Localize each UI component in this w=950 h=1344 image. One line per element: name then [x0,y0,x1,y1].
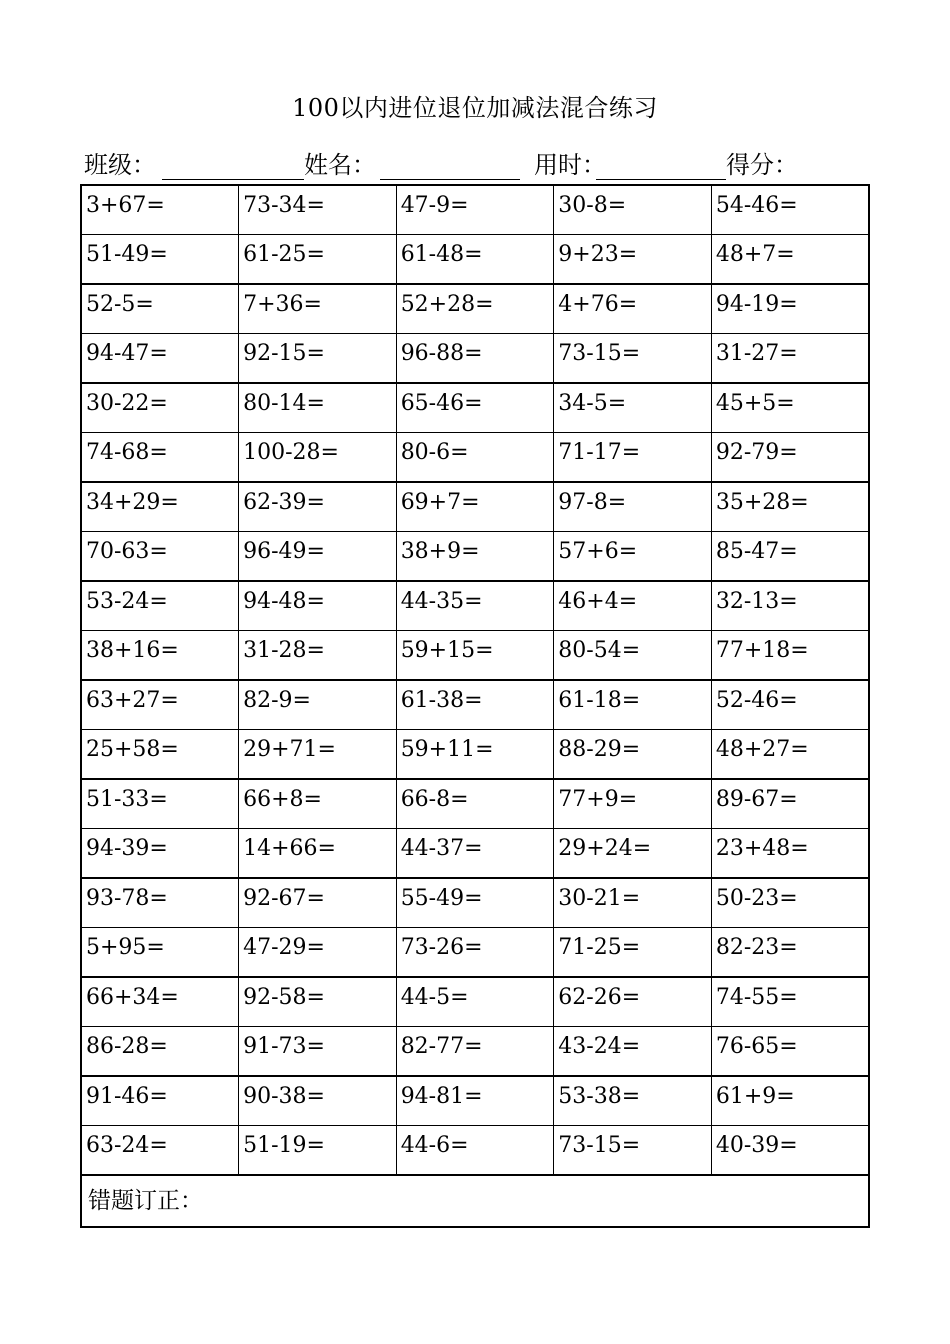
problem-cell[interactable]: 92-58= [239,977,397,1027]
problem-cell[interactable]: 73-15= [554,1126,712,1176]
problem-cell[interactable]: 66+34= [81,977,239,1027]
problem-cell[interactable]: 40-39= [711,1126,869,1176]
problem-table [80,184,870,1228]
problem-cell[interactable]: 61+9= [711,1076,869,1126]
problem-cell[interactable]: 35+28= [711,482,869,532]
correction-cell[interactable] [81,1175,869,1227]
problem-cell[interactable]: 38+16= [81,631,239,681]
problem-cell[interactable]: 77+18= [711,631,869,681]
problem-row [81,829,869,879]
problem-cell[interactable]: 44-35= [396,581,554,631]
problem-cell[interactable]: 73-34= [239,185,397,235]
problem-row [81,1126,869,1176]
problem-row [81,1076,869,1126]
problem-cell[interactable]: 4+76= [554,284,712,334]
problem-cell[interactable]: 89-67= [711,779,869,829]
problem-cell[interactable]: 59+15= [396,631,554,681]
problem-cell[interactable]: 70-63= [81,532,239,582]
problem-cell[interactable]: 32-13= [711,581,869,631]
problem-cell[interactable]: 86-28= [81,1027,239,1077]
problem-table-body [81,185,869,1175]
problem-cell[interactable]: 59+11= [396,730,554,780]
problem-cell[interactable]: 48+27= [711,730,869,780]
problem-cell[interactable]: 61-25= [239,235,397,285]
correction-label: 错题订正： [88,1188,203,1214]
problem-cell[interactable]: 63+27= [81,680,239,730]
time-blank-line[interactable] [596,179,726,180]
problem-cell[interactable]: 53-24= [81,581,239,631]
problem-cell[interactable]: 53-38= [554,1076,712,1126]
problem-cell[interactable]: 57+6= [554,532,712,582]
problem-cell[interactable]: 31-27= [711,334,869,384]
problem-cell[interactable]: 97-8= [554,482,712,532]
time-label: 用时： [534,151,606,179]
problem-cell[interactable]: 3+67= [81,185,239,235]
problem-row [81,779,869,829]
problem-row [81,878,869,928]
problem-cell[interactable]: 51-19= [239,1126,397,1176]
problem-cell[interactable]: 43-24= [554,1027,712,1077]
problem-cell[interactable]: 34-5= [554,383,712,433]
problem-cell[interactable]: 65-46= [396,383,554,433]
problem-cell[interactable]: 92-79= [711,433,869,483]
correction-row [81,1175,869,1227]
problem-cell[interactable]: 80-14= [239,383,397,433]
problem-cell[interactable]: 100-28= [239,433,397,483]
problem-cell[interactable]: 61-18= [554,680,712,730]
problem-cell[interactable]: 54-46= [711,185,869,235]
problem-cell[interactable]: 96-88= [396,334,554,384]
problem-cell[interactable]: 94-48= [239,581,397,631]
problem-cell[interactable]: 5+95= [81,928,239,978]
problem-row [81,532,869,582]
problem-row [81,680,869,730]
problem-cell[interactable]: 94-47= [81,334,239,384]
problem-cell[interactable]: 52-5= [81,284,239,334]
problem-cell[interactable]: 30-22= [81,383,239,433]
problem-cell[interactable]: 38+9= [396,532,554,582]
problem-row [81,482,869,532]
problem-cell[interactable]: 82-9= [239,680,397,730]
problem-cell[interactable]: 92-67= [239,878,397,928]
problem-cell[interactable]: 50-23= [711,878,869,928]
problem-cell[interactable]: 48+7= [711,235,869,285]
problem-cell[interactable]: 73-15= [554,334,712,384]
problem-cell[interactable]: 82-23= [711,928,869,978]
problem-cell[interactable]: 71-25= [554,928,712,978]
problem-cell[interactable]: 61-38= [396,680,554,730]
class-blank-line[interactable] [162,179,304,180]
problem-cell[interactable]: 61-48= [396,235,554,285]
problem-row [81,1027,869,1077]
problem-cell[interactable]: 29+71= [239,730,397,780]
problem-row [81,284,869,334]
student-info-row [84,145,874,181]
problem-row [81,977,869,1027]
problem-cell[interactable]: 63-24= [81,1126,239,1176]
problem-cell[interactable]: 66+8= [239,779,397,829]
problem-cell[interactable]: 51-49= [81,235,239,285]
problem-row [81,730,869,780]
problem-cell[interactable]: 34+29= [81,482,239,532]
name-label: 姓名： [304,151,376,179]
problem-cell[interactable]: 55-49= [396,878,554,928]
problem-cell[interactable]: 47-9= [396,185,554,235]
problem-cell[interactable]: 30-21= [554,878,712,928]
problem-cell[interactable]: 7+36= [239,284,397,334]
problem-cell[interactable]: 44-6= [396,1126,554,1176]
problem-cell[interactable]: 85-47= [711,532,869,582]
problem-cell[interactable]: 91-46= [81,1076,239,1126]
problem-cell[interactable]: 76-65= [711,1027,869,1077]
problem-cell[interactable]: 94-19= [711,284,869,334]
problem-row [81,235,869,285]
problem-cell[interactable]: 29+24= [554,829,712,879]
problem-cell[interactable]: 74-68= [81,433,239,483]
problem-cell[interactable]: 52+28= [396,284,554,334]
problem-row [81,581,869,631]
worksheet-title: 100以内进位退位加减法混合练习 [292,94,658,122]
problem-cell[interactable]: 44-5= [396,977,554,1027]
problem-cell[interactable]: 77+9= [554,779,712,829]
problem-row [81,185,869,235]
problem-cell[interactable]: 30-8= [554,185,712,235]
problem-cell[interactable]: 47-29= [239,928,397,978]
problem-cell[interactable]: 23+48= [711,829,869,879]
problem-cell[interactable]: 96-49= [239,532,397,582]
problem-cell[interactable]: 44-37= [396,829,554,879]
problem-cell[interactable]: 94-81= [396,1076,554,1126]
problem-row [81,631,869,681]
problem-cell[interactable]: 62-26= [554,977,712,1027]
problem-cell[interactable]: 74-55= [711,977,869,1027]
problem-cell[interactable]: 46+4= [554,581,712,631]
problem-cell[interactable]: 91-73= [239,1027,397,1077]
problem-cell[interactable]: 62-39= [239,482,397,532]
problem-cell[interactable]: 51-33= [81,779,239,829]
problem-cell[interactable]: 31-28= [239,631,397,681]
problem-cell[interactable]: 66-8= [396,779,554,829]
problem-cell[interactable]: 82-77= [396,1027,554,1077]
score-label: 得分： [726,151,798,179]
problem-row [81,383,869,433]
problem-cell[interactable]: 45+5= [711,383,869,433]
problem-cell[interactable]: 9+23= [554,235,712,285]
problem-cell[interactable]: 71-17= [554,433,712,483]
class-label: 班级： [84,151,156,179]
problem-cell[interactable]: 94-39= [81,829,239,879]
problem-cell[interactable]: 52-46= [711,680,869,730]
problem-row [81,433,869,483]
problem-row [81,334,869,384]
problem-cell[interactable]: 73-26= [396,928,554,978]
name-blank-line[interactable] [380,179,520,180]
problem-cell[interactable]: 90-38= [239,1076,397,1126]
problem-cell[interactable]: 88-29= [554,730,712,780]
problem-cell[interactable]: 80-54= [554,631,712,681]
problem-cell[interactable]: 14+66= [239,829,397,879]
problem-cell[interactable]: 25+58= [81,730,239,780]
problem-cell[interactable]: 69+7= [396,482,554,532]
problem-cell[interactable]: 93-78= [81,878,239,928]
problem-row [81,928,869,978]
problem-cell[interactable]: 80-6= [396,433,554,483]
problem-cell[interactable]: 92-15= [239,334,397,384]
